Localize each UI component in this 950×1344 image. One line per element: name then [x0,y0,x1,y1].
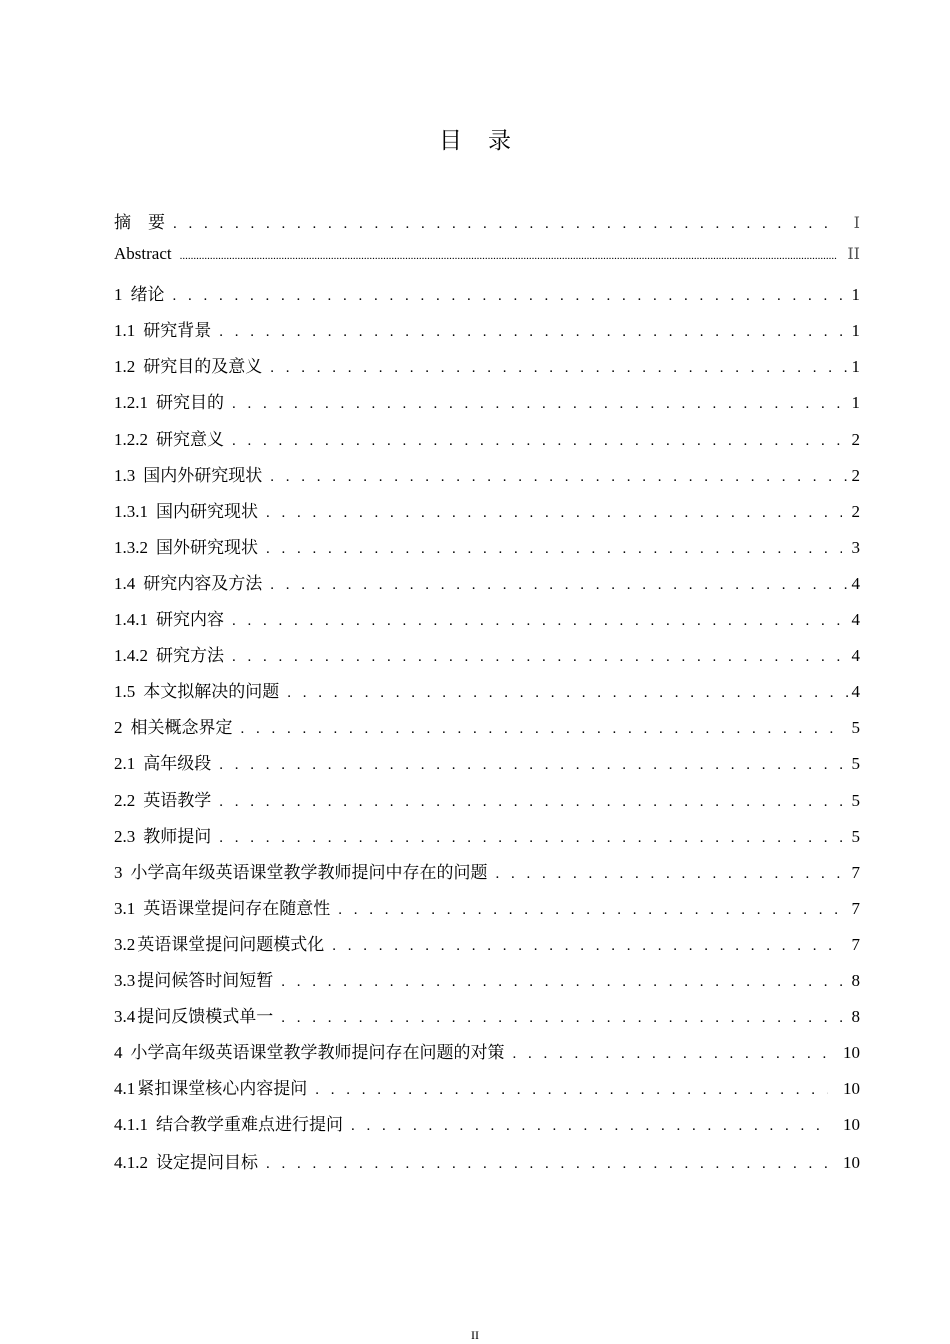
toc-entry-number: 4.1.2 [114,1153,148,1173]
toc-entry-page: 1 [851,321,860,341]
toc-entry-text: 小学高年级英语课堂教学教师提问中存在的问题 [130,862,488,882]
toc-entry-label [114,280,165,305]
toc-entry-number: 3.3 [114,970,136,990]
toc-entry-label [114,1002,273,1027]
toc-entry-number: 1.2 [114,357,136,377]
toc-entry-page: 2 [851,501,860,521]
toc-entry[interactable] [114,425,860,461]
toc-entry-text: 本文拟解决的问题 [143,682,280,702]
leader-dots [351,1118,828,1135]
toc-entry-number: 2.2 [114,790,136,810]
leader-dots [332,938,842,955]
toc-entry-page: 1 [851,357,860,377]
toc-entry-text: 研究方法 [156,646,224,666]
toc-entry-label [114,605,224,630]
leader-dots [287,685,848,702]
toc-entry-text: 研究目的及意义 [143,357,263,377]
toc-entry-page: 8 [851,1007,860,1027]
toc-entry[interactable] [114,461,860,497]
toc-entry-number: 3.1 [114,898,136,918]
toc-entry-label [114,858,488,883]
toc-entry-page: 8 [851,970,860,990]
toc-entry[interactable] [114,208,860,244]
toc-entry-number: 1.4.1 [114,610,148,630]
leader-dots [266,541,842,558]
leader-dots [338,902,848,919]
toc-entry-label [114,749,211,774]
toc-entry-label [114,1074,307,1099]
toc-entry-text: 设定提问目标 [156,1153,258,1173]
leader-dots [219,830,848,847]
toc-entry-page: 5 [851,754,860,774]
toc-entry-number: 1 [114,285,123,305]
toc-entry[interactable] [114,497,860,533]
toc-entry-text: 紧扣课堂核心内容提问 [137,1079,308,1099]
table-of-contents [114,208,860,1185]
toc-entry-page: 1 [851,393,860,413]
toc-entry[interactable] [114,858,860,894]
toc-entry-text: 国内研究现状 [156,501,258,521]
toc-entry[interactable] [114,244,860,280]
toc-entry-page: 5 [851,718,860,738]
toc-entry-label [114,388,224,413]
toc-entry-text: 研究内容 [156,610,224,630]
toc-entry[interactable] [114,1074,860,1110]
toc-entry-number: 1.5 [114,682,136,702]
toc-entry[interactable] [114,569,860,605]
leader-dots [241,721,843,738]
toc-entry-text: 英语课堂提问问题模式化 [137,934,325,954]
toc-entry-label [114,461,262,486]
toc-entry-text: 英语课堂提问存在随意性 [143,898,331,918]
toc-entry-label [114,786,211,811]
toc-entry-page: 4 [851,610,860,630]
leader-dots [232,649,842,666]
toc-entry-page: 7 [851,898,860,918]
toc-entry[interactable] [114,352,860,388]
toc-entry-label [114,1148,258,1173]
toc-entry-number: 4.1 [114,1079,136,1099]
toc-entry-page: 5 [851,826,860,846]
toc-entry[interactable] [114,677,860,713]
toc-entry[interactable] [114,1148,860,1184]
toc-entry[interactable] [114,388,860,424]
leader-dots [180,250,838,262]
toc-entry-page: 7 [851,862,860,882]
toc-entry-page: 7 [851,934,860,954]
leader-dots [219,794,848,811]
toc-entry-page: 3 [851,537,860,557]
toc-entry-text: 国外研究现状 [156,537,258,557]
toc-entry-text: 研究目的 [156,393,224,413]
toc-entry-page: 1 [851,285,860,305]
leader-dots [173,288,843,305]
toc-entry-page: 5 [851,790,860,810]
toc-entry-page: 4 [851,573,860,593]
leader-dots [315,1082,828,1099]
toc-entry-page: 2 [851,429,860,449]
toc-entry-label: Abstract [114,244,172,264]
toc-entry[interactable] [114,894,860,930]
toc-entry-page: I [853,213,860,232]
leader-dots [270,360,848,377]
toc-entry-number: 1.2.1 [114,393,148,413]
toc-entry-number: 2.1 [114,754,136,774]
leader-dots [232,396,842,413]
toc-entry-label [114,641,224,666]
toc-entry-number: 1.2.2 [114,429,148,449]
toc-entry-number: 1.3.2 [114,537,148,557]
toc-entry-text: 小学高年级英语课堂教学教师提问存在问题的对策 [130,1043,505,1063]
toc-entry[interactable] [114,749,860,785]
toc-entry-number: 1.4 [114,573,136,593]
toc-entry-page: 10 [843,1153,860,1173]
toc-entry[interactable] [114,1038,860,1074]
leader-dots [496,866,843,883]
toc-entry-text: 研究内容及方法 [143,573,263,593]
toc-entry[interactable] [114,1002,860,1038]
toc-entry-text: 绪论 [130,285,165,305]
toc-entry-label [114,822,211,847]
leader-dots [173,216,838,233]
toc-entry-label [114,713,233,738]
toc-entry-number: 3 [114,862,123,882]
toc-entry[interactable] [114,641,860,677]
toc-entry-number: 1.1 [114,321,136,341]
toc-entry-label [114,569,262,594]
toc-entry[interactable] [114,930,860,966]
toc-entry-text: 国内外研究现状 [143,465,263,485]
toc-entry-label [114,930,324,955]
toc-entry-label [114,352,262,377]
toc-entry-number: 1.3 [114,465,136,485]
page-title: 目录 [439,128,537,154]
leader-dots [270,469,848,486]
footer-page-number: II [471,1328,479,1342]
toc-entry-text: 研究背景 [143,321,212,341]
toc-entry-label [114,894,330,919]
toc-entry-number: 4.1.1 [114,1115,148,1135]
leader-dots [266,505,842,522]
toc-entry-number: 4 [114,1043,123,1063]
toc-entry-text: 研究意义 [156,429,224,449]
toc-entry[interactable] [114,786,860,822]
leader-dots [281,1010,842,1027]
toc-entry-label [114,966,273,991]
toc-entry-page: 4 [851,682,860,702]
leader-dots [232,433,842,450]
toc-entry-text: 相关概念界定 [130,718,233,738]
toc-entry-text: 高年级段 [143,754,212,774]
toc-entry[interactable] [114,316,860,352]
leader-dots [219,324,848,341]
toc-entry[interactable] [114,713,860,749]
toc-entry-number: 1.4.2 [114,646,148,666]
toc-entry[interactable] [114,533,860,569]
leader-dots [266,1156,828,1173]
toc-entry-label [114,316,211,341]
toc-entry-label: 摘 要 [114,213,165,232]
toc-entry-text: 提问候答时间短暂 [137,970,274,990]
toc-entry-label [114,425,224,450]
toc-entry-label [114,497,258,522]
leader-dots [270,577,848,594]
toc-entry[interactable] [114,280,860,316]
toc-entry-number: 3.4 [114,1007,136,1027]
toc-entry-number: 1.3.1 [114,501,148,521]
toc-entry-number: 2.3 [114,826,136,846]
toc-entry-number: 2 [114,718,123,738]
toc-entry-page: 10 [843,1043,860,1063]
toc-entry-text: 结合教学重难点进行提问 [156,1115,343,1135]
toc-entry-page: 2 [851,465,860,485]
leader-dots [513,1046,829,1063]
toc-entry-page: II [847,244,860,264]
toc-entry-text: 提问反馈模式单一 [137,1007,274,1027]
leader-dots [281,974,842,991]
toc-entry-text: 教师提问 [143,826,212,846]
leader-dots [232,613,842,630]
toc-entry-label [114,533,258,558]
leader-dots [219,757,848,774]
toc-entry-page: 10 [843,1115,860,1135]
toc-entry-page: 4 [851,646,860,666]
toc-entry[interactable] [114,822,860,858]
toc-entry[interactable] [114,605,860,641]
toc-entry-label [114,1038,505,1063]
toc-entry-label [114,1110,343,1135]
toc-entry-number: 3.2 [114,934,136,954]
toc-entry-label [114,677,279,702]
toc-entry[interactable] [114,1110,860,1146]
toc-entry-text: 英语教学 [143,790,212,810]
toc-entry[interactable] [114,966,860,1002]
toc-entry-page: 10 [843,1079,860,1099]
